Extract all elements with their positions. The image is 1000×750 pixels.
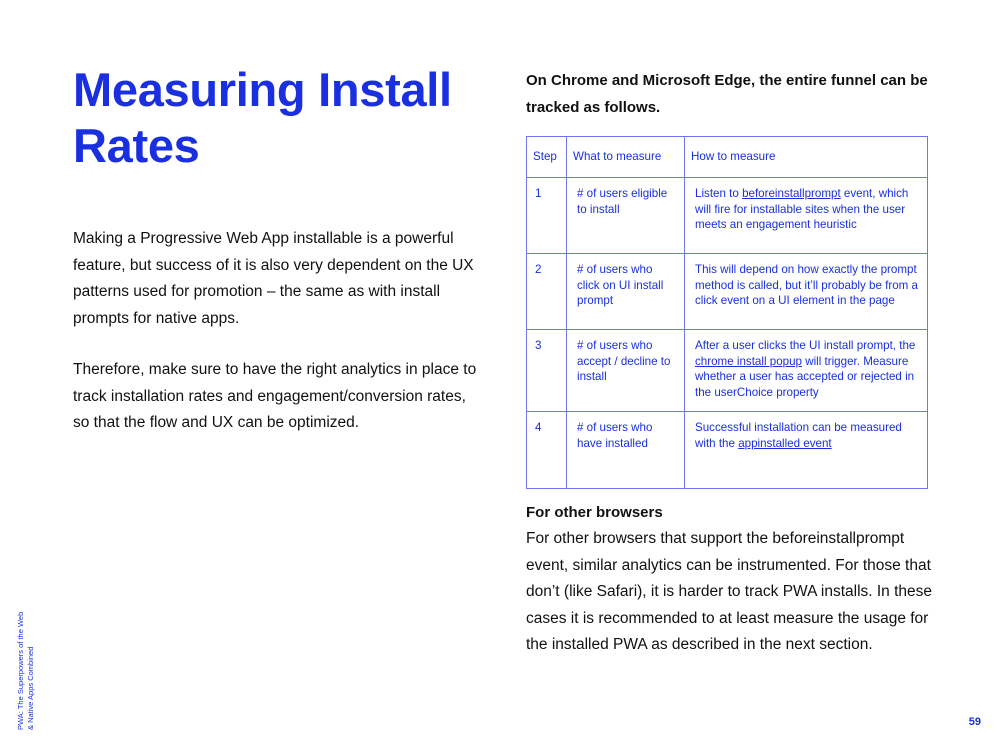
what-cell: # of users who click on UI install prompt (567, 254, 685, 330)
intro-paragraph: Making a Progressive Web App installable is a powerful feature, but success of it is also very dependent on the UX patterns used for promotion – the same as with install prompts for native apps. (73, 230, 474, 327)
other-browsers-heading: For other browsers (526, 504, 663, 521)
footer-publication-title (16, 600, 36, 730)
table-row (527, 411, 928, 488)
step-cell: 2 (527, 254, 567, 330)
table-row (527, 330, 928, 412)
header-how: How to measure (685, 137, 928, 178)
how-cell: Listen to beforeinstallprompt event, which will fire for installable sites when the user meets an engagement heuristic (685, 178, 928, 254)
table-header-row (527, 137, 928, 178)
header-step: Step (527, 137, 567, 178)
funnel-table (526, 136, 928, 489)
beforeinstallprompt-link[interactable]: beforeinstallprompt (742, 187, 841, 200)
footer-line-1: PWA: The Superpowers of the Web (16, 611, 25, 730)
header-what: What to measure (567, 137, 685, 178)
how-cell: This will depend on how exactly the prompt method is called, but it’ll probably be from a click event on a UI element in the page (685, 254, 928, 330)
what-cell: # of users who accept / decline to install (567, 330, 685, 412)
what-cell: # of users who have installed (567, 411, 685, 488)
page-number: 59 (968, 716, 981, 728)
other-browsers-paragraph: For other browsers that support the beforeinstallprompt event, similar analytics can be instrumented. For those that don’t (like Safari), it is harder to track PWA installs. In these cases it is recommended to at least measure the usage for the installed PWA as described in the next section. (526, 530, 933, 653)
how-cell: After a user clicks the UI install prompt, the chrome install popup will trigger. Measure whether a user has accepted or rejected in the userChoice property (685, 330, 928, 412)
appinstalled-event-link[interactable]: appinstalled event (738, 436, 832, 450)
footer-line-2: & Native Apps Combined (26, 646, 35, 730)
table-row (527, 254, 928, 330)
chrome-install-popup-link[interactable]: chrome install popup (695, 354, 802, 368)
step-cell: 4 (527, 411, 567, 488)
funnel-heading: On Chrome and Microsoft Edge, the entire funnel can be tracked as follows. (526, 72, 928, 116)
analytics-paragraph: Therefore, make sure to have the right analytics in place to track installation rates and engagement/conversion rates, so that the flow and UX can be optimized. (73, 361, 477, 431)
what-cell: # of users eligible to install (567, 178, 685, 254)
step-cell: 3 (527, 330, 567, 412)
table-row (527, 178, 928, 254)
page-title: Measuring Install Rates (73, 63, 452, 172)
step-cell: 1 (527, 178, 567, 254)
how-cell: Successful installation can be measured with the appinstalled event (685, 411, 928, 488)
